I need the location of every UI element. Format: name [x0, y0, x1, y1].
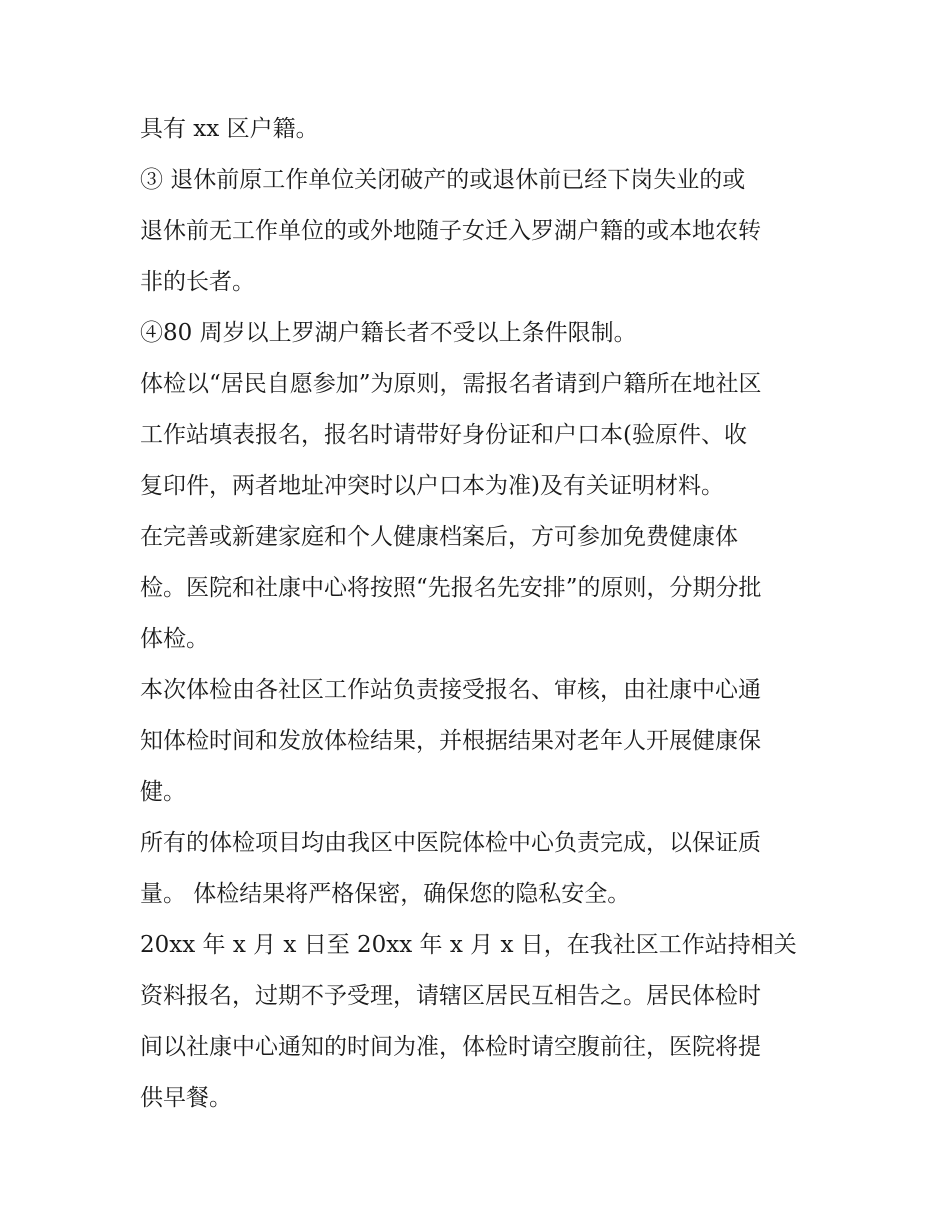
text-line: 知体检时间和发放体检结果，并根据结果对老年人开展健康保 [140, 728, 761, 754]
text-line: 体检。 [140, 626, 209, 652]
text-line: 工作站填表报名，报名时请带好身份证和户口本(验原件、收 [140, 422, 747, 448]
text-line: 供早餐。 [140, 1085, 232, 1111]
text-line: 退休前无工作单位的或外地随子女迁入罗湖户籍的或本地农转 [140, 218, 761, 244]
text-line: 检。医院和社康中心将按照“先报名先安排”的原则，分期分批 [140, 575, 762, 601]
text-line: 体检以“居民自愿参加”为原则，需报名者请到户籍所在地社区 [140, 371, 762, 397]
text-line: 量。 体检结果将严格保密，确保您的隐私安全。 [140, 881, 631, 907]
text-line: 20xx 年 x 月 x 日至 20xx 年 x 月 x 日，在我社区工作站持相关 [140, 932, 797, 958]
text-line: 间以社康中心通知的时间为准，体检时请空腹前往，医院将提 [140, 1034, 761, 1060]
text-line: 健。 [140, 779, 186, 805]
text-line: ④80 周岁以上罗湖户籍长者不受以上条件限制。 [140, 320, 637, 346]
text-line: 本次体检由各社区工作站负责接受报名、审核，由社康中心通 [140, 677, 761, 703]
text-line: 具有 xx 区户籍。 [140, 116, 319, 142]
text-line: 非的长者。 [140, 269, 255, 295]
text-line: ③ 退休前原工作单位关闭破产的或退休前已经下岗失业的或 [140, 167, 746, 193]
text-line: 在完善或新建家庭和个人健康档案后，方可参加免费健康体 [140, 524, 738, 550]
text-line: 所有的体检项目均由我区中医院体检中心负责完成，以保证质 [140, 830, 761, 856]
document-body [140, 104, 820, 1124]
text-line: 复印件，两者地址冲突时以户口本为准)及有关证明材料。 [140, 473, 724, 499]
text-line: 资料报名，过期不予受理，请辖区居民互相告之。居民体检时 [140, 983, 761, 1009]
